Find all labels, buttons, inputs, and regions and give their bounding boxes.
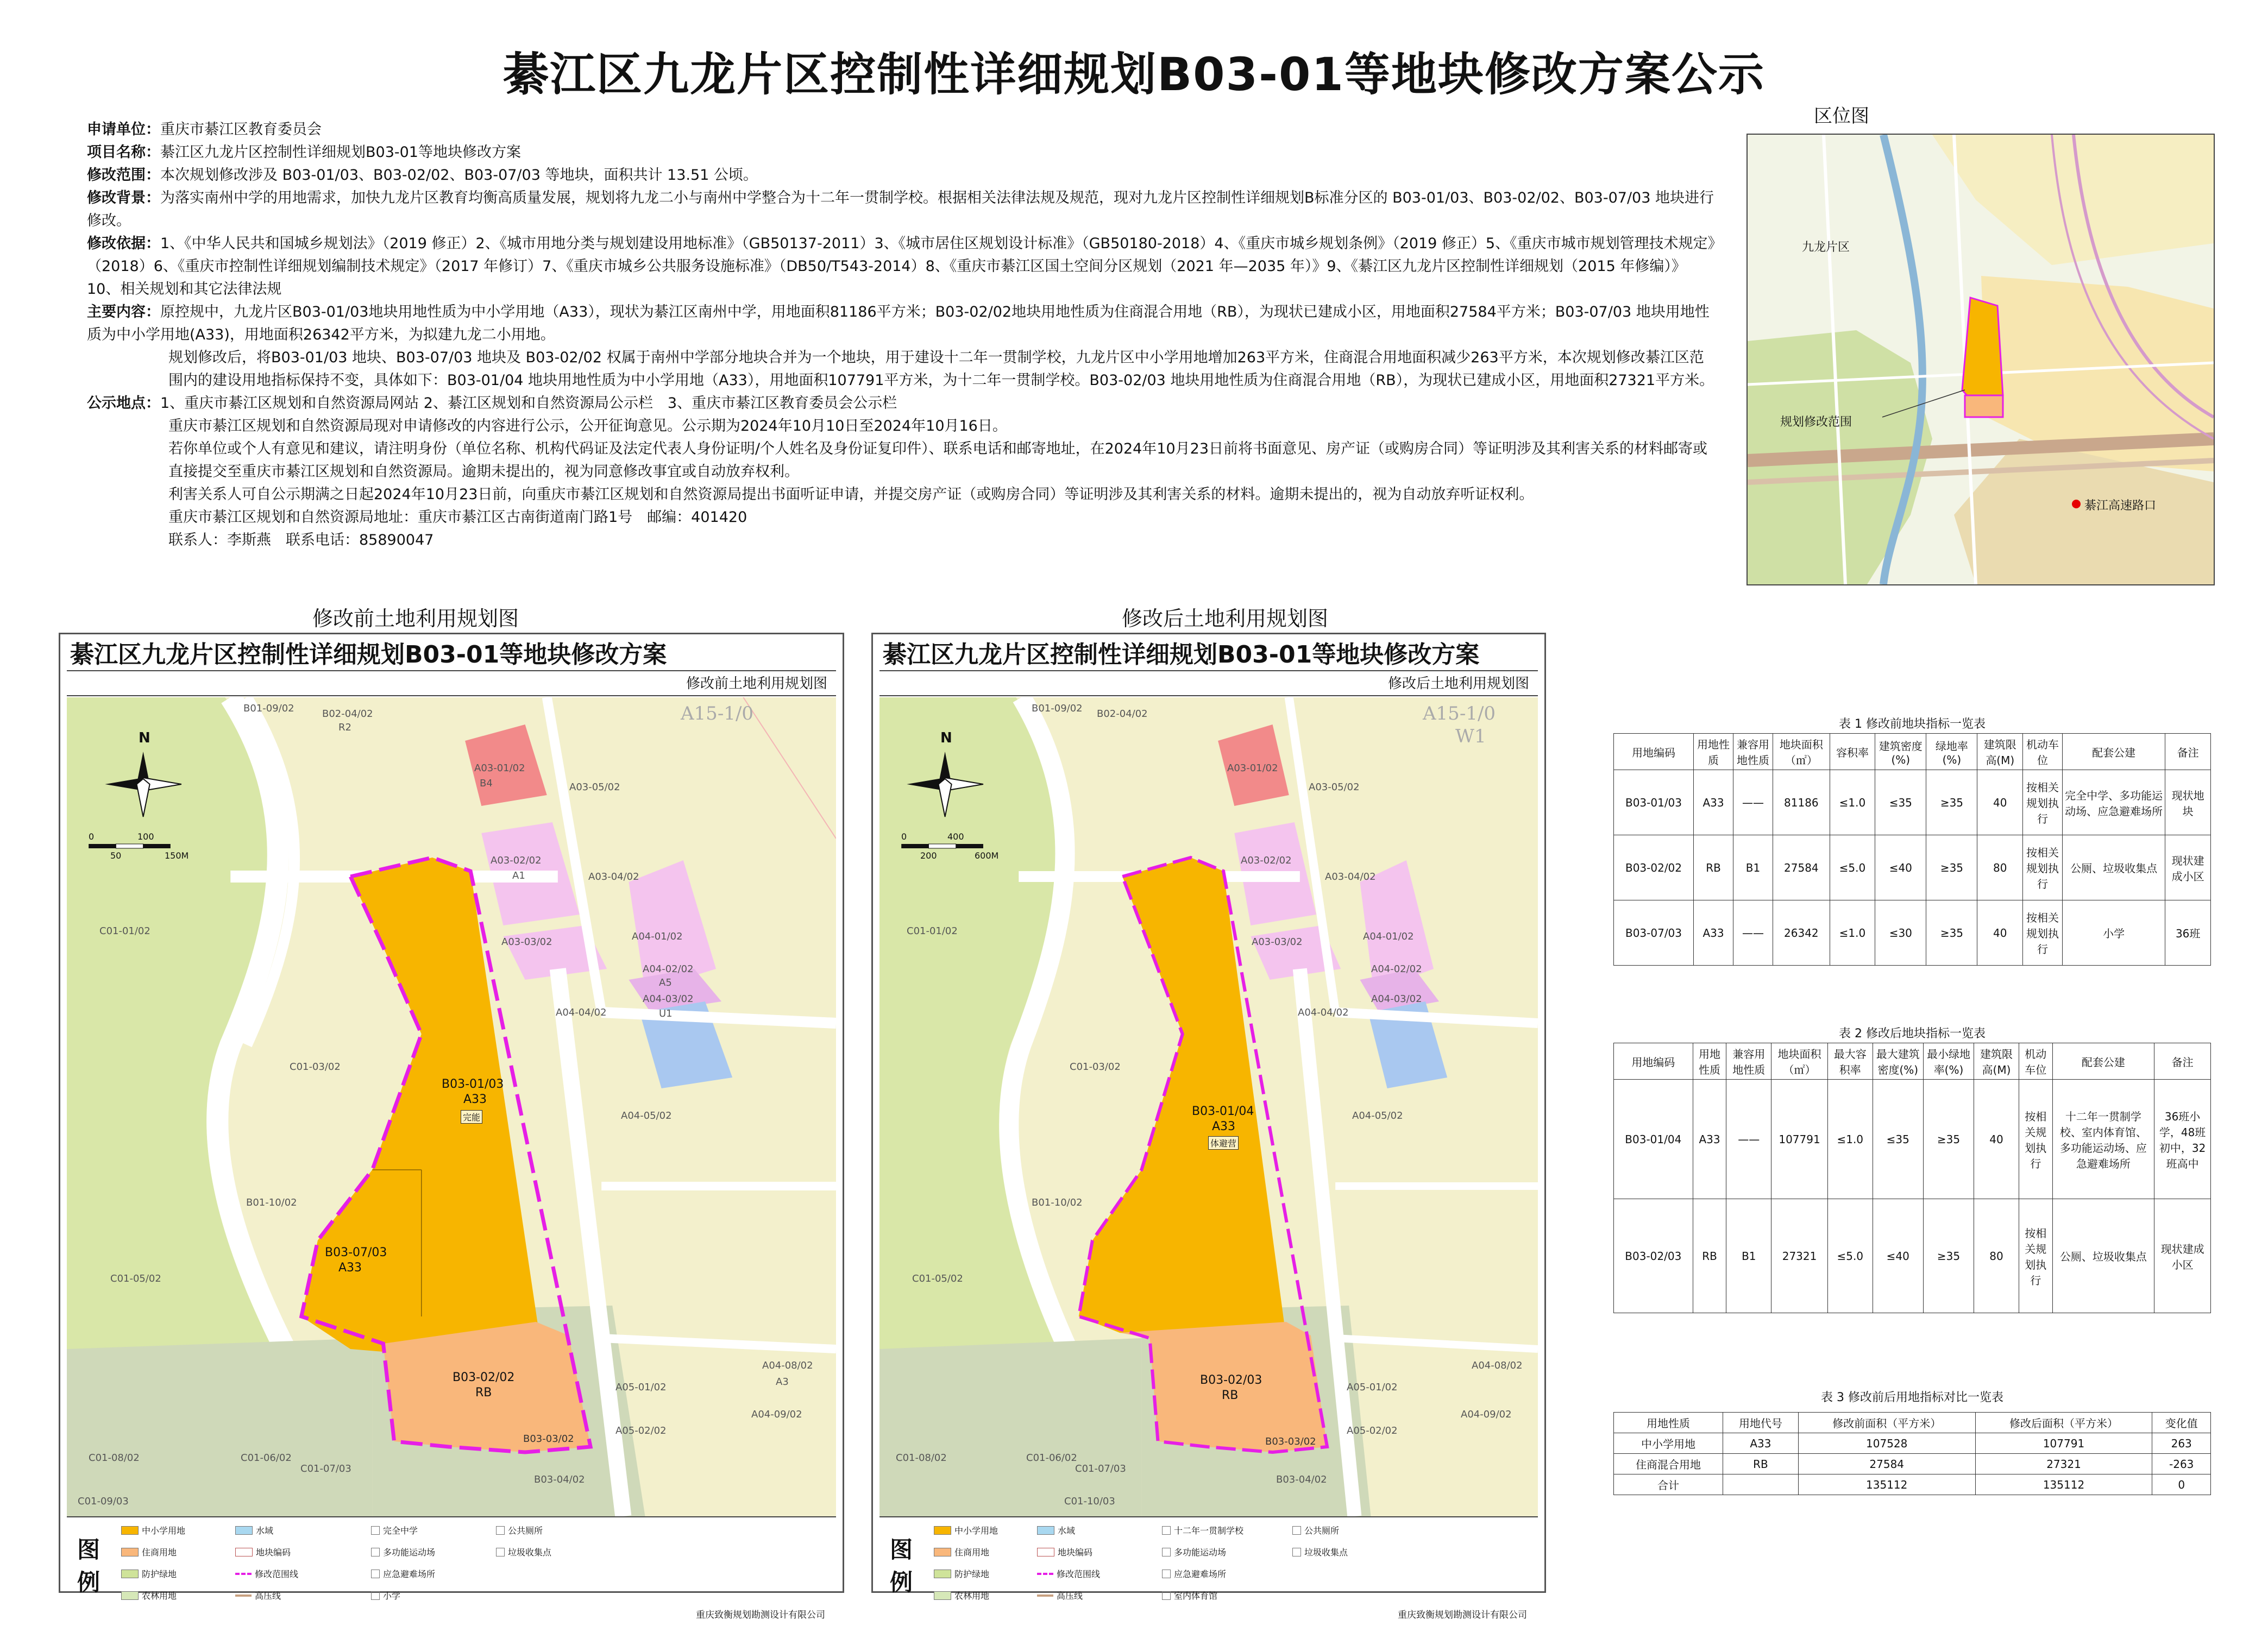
table-cell: RB <box>1693 1199 1726 1313</box>
map-label: A05-01/02 <box>615 1382 667 1393</box>
table1-caption: 表 1 修改前地块指标一览表 <box>1839 717 1986 731</box>
location-map-title: 区位图 <box>1814 105 1869 127</box>
table-cell: B03-01/04 <box>1614 1080 1693 1199</box>
facility-label: 完能 <box>461 1110 482 1124</box>
label-jiulong: 九龙片区 <box>1802 241 1850 254</box>
table-header: 用地编码 <box>1614 1043 1693 1080</box>
basis-label: 修改依据： <box>87 235 160 252</box>
map-label: C01-05/02 <box>110 1273 161 1284</box>
background-value: 为落实南州中学的用地需求，加快九龙片区教育均衡高质量发展，规划将九龙二小与南州中学整合为十二年一贯制学校。根据相关法律法规及规范，现对九龙片区控制性详细规划B标准分区的 B03-01/03、B03-02/02、B03-07/03 地块进行修改。 <box>87 190 1714 229</box>
table-row <box>1614 1433 2211 1454</box>
table-row <box>1614 835 2211 900</box>
table-header: 容积率 <box>1830 734 1875 770</box>
map-label: A03-01/02 <box>1227 762 1278 774</box>
map-label: A15-1/0 <box>1423 703 1496 724</box>
table-cell: 按相关规划执行 <box>2023 835 2063 900</box>
table-cell: 公厕、垃圾收集点 <box>2052 1199 2154 1313</box>
table-header: 最大容积率 <box>1827 1043 1873 1080</box>
table-header: 变化值 <box>2152 1413 2211 1433</box>
table-cell: 按相关规划执行 <box>2023 900 2063 966</box>
map-label: B03-04/02 <box>534 1474 585 1485</box>
legend-item: 中小学用地 <box>121 1524 185 1536</box>
table-header: 配套公建 <box>2063 734 2165 770</box>
table-cell: 36班 <box>2165 900 2211 966</box>
table-header: 建筑限高(M) <box>1977 734 2023 770</box>
map-label: A04-09/02 <box>1461 1409 1512 1420</box>
legend-item: 修改范围线 <box>235 1567 298 1580</box>
legend-item: 高压线 <box>235 1589 281 1602</box>
table-cell: A33 <box>1693 1080 1726 1199</box>
map-label: B01-09/02 <box>243 703 294 714</box>
map-before <box>59 633 844 1621</box>
map-label: B01-10/02 <box>246 1197 297 1208</box>
table-cell: 36班小学，48班初中，32班高中 <box>2154 1080 2211 1199</box>
parcel-label: B03-02/02 <box>453 1371 515 1384</box>
table-cell: B1 <box>1733 835 1773 900</box>
table-cell: 现状地块 <box>2165 770 2211 835</box>
map-label: A04-03/02 <box>1371 993 1422 1005</box>
table-header: 修改前面积（平方米） <box>1798 1413 1975 1433</box>
table-cell: 263 <box>2152 1433 2211 1454</box>
legend-item: 地块编码 <box>235 1546 291 1558</box>
table-cell: —— <box>1733 770 1773 835</box>
table-row <box>1614 1080 2211 1199</box>
parcel-label: B03-02/03 <box>1200 1373 1262 1387</box>
legend-item: 住商用地 <box>934 1546 989 1558</box>
map-label: B02-04/02 <box>322 708 373 720</box>
content-paragraph-2: 规划修改后，将B03-01/03 地块、B03-07/03 地块及 B03-02/02 权属于南州中学部分地块合并为一个地块，用于建设十二年一贯制学校，九龙片区中小学用地增加263平方米，住商混合用地面积减少263平方米，本次规划修改綦江区范围内的建设用地指标保持不变，具体如下：B03-01/04 地块用地性质为中小学用地（A33），用地面积107791平方米，为十二年一贯制学校。B03-02/03 地块用地性质为住商混合用地（RB），为现状已建成小区，用地面积27321平方米。 <box>168 349 1714 389</box>
table-cell: 40 <box>1974 1080 2019 1199</box>
table-cell: B03-01/03 <box>1614 770 1694 835</box>
table-cell: ≤30 <box>1875 900 1926 966</box>
map-after-header: 綦江区九龙片区控制性详细规划B03-01等地块修改方案 <box>879 640 1538 671</box>
scale-3: 150M <box>165 850 189 861</box>
map-label: U1 <box>659 1008 673 1019</box>
table-cell: 27584 <box>1773 835 1830 900</box>
legend-item: 应急避难场所 <box>1162 1567 1226 1580</box>
scale-0: 0 <box>89 831 95 842</box>
table-header: 机动车位 <box>2023 734 2063 770</box>
table-cell: 完全中学、多功能运动场、应急避难场所 <box>2063 770 2165 835</box>
applicant-value: 重庆市綦江区教育委员会 <box>160 121 322 138</box>
scope-value: 本次规划修改涉及 B03-01/03、B03-02/02、B03-07/03 等地块，面积共计 13.51 公顷。 <box>160 167 758 184</box>
legend-item: 多功能运动场 <box>371 1546 435 1558</box>
legend-item: 地块编码 <box>1037 1546 1092 1558</box>
table-cell: ≤40 <box>1873 1199 1923 1313</box>
table-cell: 合计 <box>1614 1474 1723 1495</box>
table-cell: 按相关规划执行 <box>2019 1080 2052 1199</box>
map-label: A04-02/02 <box>1371 963 1422 975</box>
legend-item: 防护绿地 <box>934 1567 989 1580</box>
table-cell: 住商混合用地 <box>1614 1454 1723 1474</box>
map-label: C01-10/03 <box>1064 1496 1115 1507</box>
table2 <box>1613 1043 2211 1313</box>
scale-1: 50 <box>110 850 122 861</box>
map-label: W1 <box>1455 726 1486 747</box>
table-cell: 现状建成小区 <box>2154 1199 2211 1313</box>
table-row <box>1614 1454 2211 1474</box>
north-label: N <box>940 730 952 746</box>
legend-item: 多功能运动场 <box>1162 1546 1226 1558</box>
table-cell: 小学 <box>2063 900 2165 966</box>
map-label: B01-10/02 <box>1032 1197 1083 1208</box>
map-label: B01-09/02 <box>1032 703 1083 714</box>
table-header: 兼容用地性质 <box>1726 1043 1771 1080</box>
label-exit: 綦江高速路口 <box>2084 499 2157 513</box>
applicant-label: 申请单位： <box>87 121 160 138</box>
table-header: 最小绿地率(%) <box>1923 1043 1974 1080</box>
table-cell: —— <box>1726 1080 1771 1199</box>
table-cell: B03-02/03 <box>1614 1199 1693 1313</box>
table-cell: 80 <box>1974 1199 2019 1313</box>
table-cell: 135112 <box>1798 1474 1975 1495</box>
map-before-body <box>67 697 836 1516</box>
table-cell: ≤5.0 <box>1827 1199 1873 1313</box>
parcel-label: B03-01/04 <box>1192 1105 1254 1118</box>
table-cell: 81186 <box>1773 770 1830 835</box>
table-cell: ≤35 <box>1873 1080 1923 1199</box>
table2-caption: 表 2 修改后地块指标一览表 <box>1839 1027 1986 1041</box>
basis-value: 1、《中华人民共和国城乡规划法》（2019 修正）2、《城市用地分类与规划建设用地标准》（GB50137-2011）3、《城市居住区规划设计标准》（GB50180-2018）4、《重庆市城乡规划条例》（2019 修正）5、《重庆市城市规划管理技术规定》（2018）6、《重庆市控制性详细规划编制技术规定》（2017 年修订）7、《重庆市城乡公共服务设施标准》（DB50/T543-2014）8、《重庆市綦江区国土空间分区规划（2021 年—2035 年）》9、《綦江区九龙片区控制性详细规划（2015 年修编）》10、相关规划和其它法律法规 <box>87 235 1716 298</box>
table-cell: 现状建成小区 <box>2165 835 2211 900</box>
notice-paragraph-4: 重庆市綦江区规划和自然资源局地址：重庆市綦江区古南街道南门路1号 邮编：401420 <box>168 509 747 526</box>
project-value: 綦江区九龙片区控制性详细规划B03-01等地块修改方案 <box>160 144 521 161</box>
map-label: A04-04/02 <box>1298 1007 1349 1018</box>
page-title: 綦江区九龙片区控制性详细规划B03-01等地块修改方案公示 <box>503 48 1765 101</box>
parcel-code: RB <box>475 1386 492 1400</box>
table-header: 用地编码 <box>1614 734 1694 770</box>
table-cell: 27321 <box>1975 1454 2152 1474</box>
parcel-code: A33 <box>338 1261 362 1275</box>
location-map-graphic <box>1748 135 2214 584</box>
project-label: 项目名称： <box>87 144 160 161</box>
scale-1: 200 <box>920 850 937 861</box>
table-cell: ≥35 <box>1926 835 1977 900</box>
table-cell: 107791 <box>1975 1433 2152 1454</box>
table-row <box>1614 770 2211 835</box>
parcel-label: B03-07/03 <box>325 1246 387 1259</box>
table-cell: -263 <box>2152 1454 2211 1474</box>
table-cell: 十二年一贯制学校、室内体育馆、多功能运动场、应急避难场所 <box>2052 1080 2154 1199</box>
table-cell: ≤5.0 <box>1830 835 1875 900</box>
map-label: A03-01/02 <box>474 762 525 774</box>
map-label: B03-03/02 <box>523 1433 574 1445</box>
map-after-subtitle: 修改后土地利用规划图 <box>879 672 1538 696</box>
background-label: 修改背景： <box>87 190 160 206</box>
content-paragraph-1: 原控规中，九龙片区B03-01/03地块用地性质为中小学用地（A33），现状为綦江区南州中学，用地面积81186平方米；B03-02/02地块用地性质为住商混合用地（RB），为现状已建成小区，用地面积27584平方米；B03-07/03 地块用地性质为中小学用地(A33)，用地面积26342平方米，为拟建九龙二小用地。 <box>87 304 1710 343</box>
table-cell: ≤1.0 <box>1827 1080 1873 1199</box>
table-cell: 按相关规划执行 <box>2019 1199 2052 1313</box>
map-label: B02-04/02 <box>1097 708 1148 720</box>
map-label: C01-09/03 <box>78 1496 129 1507</box>
table-cell: 80 <box>1977 835 2023 900</box>
map-label: A05-01/02 <box>1347 1382 1398 1393</box>
table-cell: A33 <box>1694 770 1733 835</box>
table-cell: A33 <box>1723 1433 1799 1454</box>
table-cell: ≥35 <box>1926 770 1977 835</box>
notice-block <box>87 118 1717 552</box>
map-label: C01-06/02 <box>241 1452 292 1464</box>
map-before-header: 綦江区九龙片区控制性详细规划B03-01等地块修改方案 <box>67 640 836 671</box>
parcel-code: RB <box>1222 1389 1239 1402</box>
notice-paragraph-2: 若你单位或个人有意见和建议，请注明身份（单位名称、机构代码证及法定代表人身份证明/个人姓名及身份证复印件）、联系电话和邮寄地址，在2024年10月23日前将书面意见、房产证（或购房合同）等证明涉及其利害关系的材料邮寄或直接提交至重庆市綦江区规划和自然资源局。逾期未提出的，视为同意修改事宜或自动放弃权利。 <box>168 440 1708 480</box>
table-row <box>1614 900 2211 966</box>
legend-title: 图例 <box>77 1536 100 1596</box>
map-label: B03-04/02 <box>1276 1474 1327 1485</box>
table-cell: 107791 <box>1771 1080 1828 1199</box>
content-label: 主要内容： <box>87 304 160 320</box>
table-header: 用地性质 <box>1693 1043 1726 1080</box>
legend-item: 农林用地 <box>934 1589 989 1602</box>
legend-item: 公共厕所 <box>496 1524 543 1536</box>
table-cell: 中小学用地 <box>1614 1433 1723 1454</box>
map-label: C01-05/02 <box>912 1273 963 1284</box>
map-label: A04-01/02 <box>632 931 683 942</box>
table-header: 最大建筑密度(%) <box>1873 1043 1923 1080</box>
parcel-code: A33 <box>463 1093 487 1106</box>
map-label: C01-01/02 <box>99 925 150 937</box>
map-label: A3 <box>776 1376 789 1388</box>
table-row <box>1614 1199 2211 1313</box>
map-label: C01-03/02 <box>1070 1061 1121 1073</box>
map-label: C01-03/02 <box>290 1061 341 1073</box>
map-label: A03-02/02 <box>1241 855 1292 866</box>
map-label: A03-03/02 <box>1252 936 1303 948</box>
scale-2: 100 <box>137 831 154 842</box>
map-label: A5 <box>659 977 672 988</box>
map-label: C01-01/02 <box>907 925 958 937</box>
notice-paragraph-3: 利害关系人可自公示期满之日起2024年10月23日前，向重庆市綦江区规划和自然资源局提出书面听证申请，并提交房产证（或购房合同）等证明涉及其利害关系的材料。逾期未提出的，视为自动放弃听证权利。 <box>168 486 1534 503</box>
table-header: 用地性质 <box>1694 734 1733 770</box>
table-cell: ≤40 <box>1875 835 1926 900</box>
map-label: A04-08/02 <box>1472 1360 1523 1371</box>
map-before-caption: 修改前土地利用规划图 <box>312 607 519 631</box>
table-cell: RB <box>1723 1454 1799 1474</box>
table-cell: 按相关规划执行 <box>2023 770 2063 835</box>
table-row <box>1614 1474 2211 1495</box>
table-header: 建筑密度(%) <box>1875 734 1926 770</box>
scale-2: 400 <box>947 831 964 842</box>
table-cell: —— <box>1733 900 1773 966</box>
map-label: C01-08/02 <box>896 1452 947 1464</box>
map-before-subtitle: 修改前土地利用规划图 <box>67 672 836 696</box>
table-cell <box>1723 1474 1799 1495</box>
label-scope: 规划修改范围 <box>1780 415 1852 429</box>
legend-item: 防护绿地 <box>121 1567 177 1580</box>
table-cell: ≥35 <box>1923 1199 1974 1313</box>
table3-caption: 表 3 修改前后用地指标对比一览表 <box>1821 1391 2003 1404</box>
map-after <box>871 633 1546 1621</box>
map-label: A04-05/02 <box>621 1110 672 1121</box>
map-label: C01-07/03 <box>300 1463 351 1474</box>
legend-item: 垃圾收集点 <box>1292 1546 1348 1558</box>
legend-item: 完全中学 <box>371 1524 418 1536</box>
table-cell: ≤1.0 <box>1830 770 1875 835</box>
table-cell: ≥35 <box>1923 1080 1974 1199</box>
map-label: A03-04/02 <box>1325 871 1376 883</box>
map-label: B03-03/02 <box>1265 1436 1316 1447</box>
notice-paragraph-5: 联系人：李斯燕 联系电话：85890047 <box>168 532 434 549</box>
table-cell: A33 <box>1694 900 1733 966</box>
table-header: 用地代号 <box>1723 1413 1799 1433</box>
map-label: A03-03/02 <box>501 936 552 948</box>
table-cell: 40 <box>1977 900 2023 966</box>
facility-label: 体避营 <box>1208 1136 1239 1150</box>
legend-item: 水域 <box>235 1524 273 1536</box>
map-label: A1 <box>512 870 525 881</box>
table-cell: ≤35 <box>1875 770 1926 835</box>
table-cell: 27584 <box>1798 1454 1975 1474</box>
scale-3: 600M <box>975 850 999 861</box>
legend-item: 公共厕所 <box>1292 1524 1339 1536</box>
map-label: A04-05/02 <box>1352 1110 1403 1121</box>
map-label: A03-02/02 <box>491 855 542 866</box>
table3 <box>1613 1412 2211 1495</box>
scale-0: 0 <box>901 831 907 842</box>
parcel-label: B03-01/03 <box>442 1077 504 1091</box>
map-label: A03-04/02 <box>588 871 639 883</box>
table-cell: 40 <box>1977 770 2023 835</box>
table-header: 备注 <box>2165 734 2211 770</box>
table-cell: 公厕、垃圾收集点 <box>2063 835 2165 900</box>
table-header: 配套公建 <box>2052 1043 2154 1080</box>
table-header: 备注 <box>2154 1043 2211 1080</box>
table-header: 地块面积（㎡） <box>1771 1043 1828 1080</box>
legend-item: 十二年一贯制学校 <box>1162 1524 1243 1536</box>
parcel-code: A33 <box>1212 1120 1236 1133</box>
map-label: A03-05/02 <box>569 782 620 793</box>
map-label: A05-02/02 <box>1347 1425 1398 1436</box>
map-label: C01-07/03 <box>1075 1463 1126 1474</box>
map-label: A04-02/02 <box>643 963 694 975</box>
map-before-legend <box>67 1516 836 1626</box>
place-value: 1、重庆市綦江区规划和自然资源局网站 2、綦江区规划和自然资源局公示栏 3、重庆市綦江区教育委员会公示栏 <box>160 395 897 412</box>
map-after-body <box>879 697 1538 1516</box>
map-label: A04-03/02 <box>643 993 694 1005</box>
notice-paragraph-1: 重庆市綦江区规划和自然资源局现对申请修改的内容进行公示，公开征询意见。公示期为2024年10月10日至2024年10月16日。 <box>168 418 1007 434</box>
table-cell: B03-07/03 <box>1614 900 1694 966</box>
legend-item: 小学 <box>371 1589 400 1602</box>
map-label: C01-06/02 <box>1026 1452 1077 1464</box>
table-cell: ≥35 <box>1926 900 1977 966</box>
map-after-legend <box>879 1516 1538 1626</box>
legend-item: 住商用地 <box>121 1546 177 1558</box>
table-header: 建筑限高(M) <box>1974 1043 2019 1080</box>
location-map <box>1746 134 2215 585</box>
table-cell: 26342 <box>1773 900 1830 966</box>
map-label: A04-04/02 <box>556 1007 607 1018</box>
legend-item: 室内体育馆 <box>1162 1589 1217 1602</box>
table-cell: RB <box>1694 835 1733 900</box>
legend-item: 垃圾收集点 <box>496 1546 551 1558</box>
table-header: 兼容用地性质 <box>1733 734 1773 770</box>
table-cell: B1 <box>1726 1199 1771 1313</box>
table-cell: 27321 <box>1771 1199 1828 1313</box>
map-credit: 重庆致衡规划勘测设计有限公司 <box>1398 1610 1527 1621</box>
table-cell: 0 <box>2152 1474 2211 1495</box>
table-header: 修改后面积（平方米） <box>1975 1413 2152 1433</box>
map-label: B4 <box>480 778 493 789</box>
table-cell: 135112 <box>1975 1474 2152 1495</box>
table-header: 绿地率(%) <box>1926 734 1977 770</box>
table-cell: B03-02/02 <box>1614 835 1694 900</box>
table1 <box>1613 733 2211 966</box>
map-label: R2 <box>338 722 351 733</box>
map-credit: 重庆致衡规划勘测设计有限公司 <box>696 1610 825 1621</box>
table-header: 机动车位 <box>2019 1043 2052 1080</box>
map-label: A04-01/02 <box>1363 931 1414 942</box>
map-after-caption: 修改后土地利用规划图 <box>1121 607 1328 631</box>
legend-item: 水域 <box>1037 1524 1075 1536</box>
north-label: N <box>139 730 150 746</box>
map-label: A04-08/02 <box>762 1360 813 1371</box>
legend-title: 图例 <box>889 1536 913 1596</box>
map-label: A03-05/02 <box>1309 782 1360 793</box>
table-header: 地块面积（㎡） <box>1773 734 1830 770</box>
legend-item: 修改范围线 <box>1037 1567 1100 1580</box>
table-header: 用地性质 <box>1614 1413 1723 1433</box>
place-label: 公示地点： <box>87 395 160 412</box>
map-label: A15-1/0 <box>681 703 754 724</box>
scope-label: 修改范围： <box>87 167 160 184</box>
map-label: A05-02/02 <box>615 1425 667 1436</box>
legend-item: 农林用地 <box>121 1589 177 1602</box>
legend-item: 高压线 <box>1037 1589 1083 1602</box>
highway-exit-marker <box>2072 500 2081 508</box>
table-cell: ≤1.0 <box>1830 900 1875 966</box>
legend-item: 中小学用地 <box>934 1524 998 1536</box>
table-cell: 107528 <box>1798 1433 1975 1454</box>
legend-item: 应急避难场所 <box>371 1567 435 1580</box>
map-label: A04-09/02 <box>751 1409 802 1420</box>
map-label: C01-08/02 <box>89 1452 140 1464</box>
